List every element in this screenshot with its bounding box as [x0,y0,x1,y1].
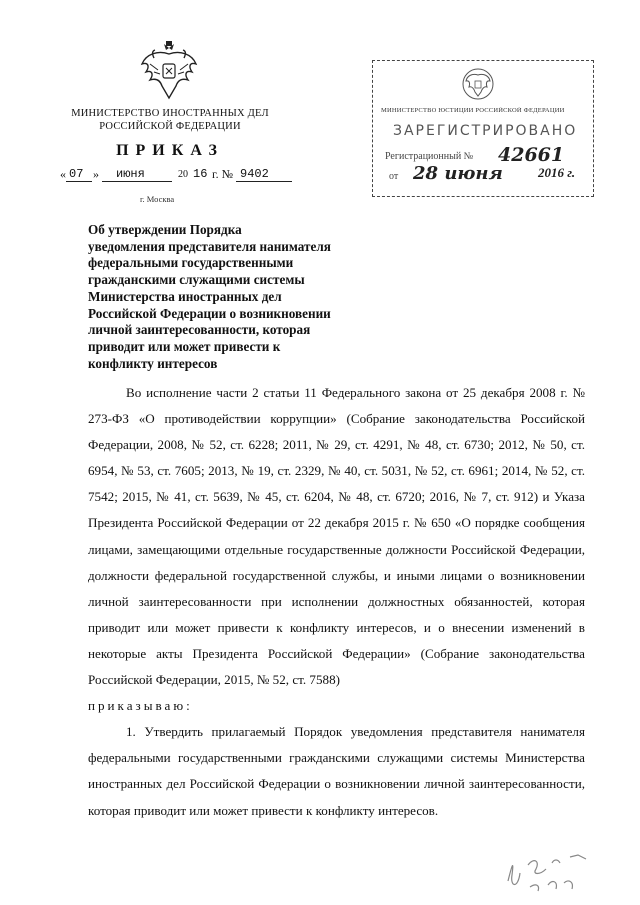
item-1-paragraph: 1. Утвердить прилагаемый Порядок уведомления представителя нанимателя федеральными государственными гражданскими служащими системы Министерства иностранных дел Российской Федерации о возникновении личной заинтересованности, которая приводит или может привести к конфликту интересов. [88,724,585,818]
stamp-date-value: 28 июня [413,163,503,184]
title-line: федеральными государственными [88,255,294,271]
title-line: Об утверждении Порядка [88,222,242,237]
title-line: гражданскими служащими системы [88,272,305,288]
order-body [88,380,585,824]
title-line: уведомления представителя нанимателя [88,238,331,254]
stamp-reg-label: Регистрационный № [385,151,474,162]
city: г. Москва [140,194,175,204]
number-sign: г. № [212,167,234,181]
stamp-registered: ЗАРЕГИСТРИРОВАНО [393,123,578,139]
stamp-emblem-icon [461,67,495,101]
title-line: конфликту интересов [88,355,218,371]
title-line: личной заинтересованности, которая [88,322,311,338]
ministry-line-1: МИНИСТЕРСТВО ИНОСТРАННЫХ ДЕЛ [71,108,269,119]
preamble-paragraph: Во исполнение части 2 статьи 11 Федерального закона от 25 декабря 2008 г. № 273-ФЗ «О противодействии коррупции» (Собрание законодательства Российской Федерации, 2008, № 52, ст. 6228; 2011, № 29, ст. 4291, № 48, ст. 6730; 2012, № 50, ст. 6954, № 53, ст. 7605; 2013, № 19, ст. 2329, № 40, ст. 5031, № 52, ст. 6961; 2014, № 52, ст. 7542; 2015, № 41, ст. 5639, № 45, ст. 6204, № 48, ст. 6720; 2016, № 7, ст. 912) и Указа Президента Российской Федерации от 22 декабря 2015 г. № 650 «О порядке сообщения лицами, замещающими отдельные государственные должности Российской Федерации, должности федеральной государственной службы, и иными лицами о возникновении личной заинтересованности при исполнении должностных обязанностей, которая приводит или может привести к конфликту интересов, и о внесении изменений в некоторые акты Президента Российской Федерации» (Собрание законодательства Российской Федерации, 2015, № 52, ст. 7588) [88,385,585,688]
date-month: июня [116,167,145,181]
date-year-suffix: 16 [193,167,208,181]
date-day: 07 [69,167,84,181]
stamp-date-prefix: от [389,171,399,182]
date-open-quote: « [60,167,66,181]
registration-stamp [372,60,594,197]
order-title [88,222,370,372]
document-type: ПРИКАЗ [116,142,224,159]
stamp-year: 2016 г. [538,165,576,180]
stamp-reg-number: 42661 [498,144,565,166]
ministry-line-2: РОССИЙСКОЙ ФЕДЕРАЦИИ [99,121,241,132]
order-number: 9402 [240,167,269,181]
state-emblem-icon [140,40,198,102]
handwritten-initials [500,845,600,895]
title-line: приводит или может привести к [88,338,281,354]
order-word: приказываю: [88,698,193,714]
title-line: Российской Федерации о возникновении [88,305,331,321]
date-close-quote: » [93,167,99,181]
stamp-ministry: МИНИСТЕРСТВО ЮСТИЦИИ РОССИЙСКОЙ ФЕДЕРАЦИИ [381,107,565,114]
ministry-name [70,107,270,133]
date-year-prefix: 20 [178,169,188,180]
order-date-line [60,167,300,187]
title-line: Министерства иностранных дел [88,288,282,304]
